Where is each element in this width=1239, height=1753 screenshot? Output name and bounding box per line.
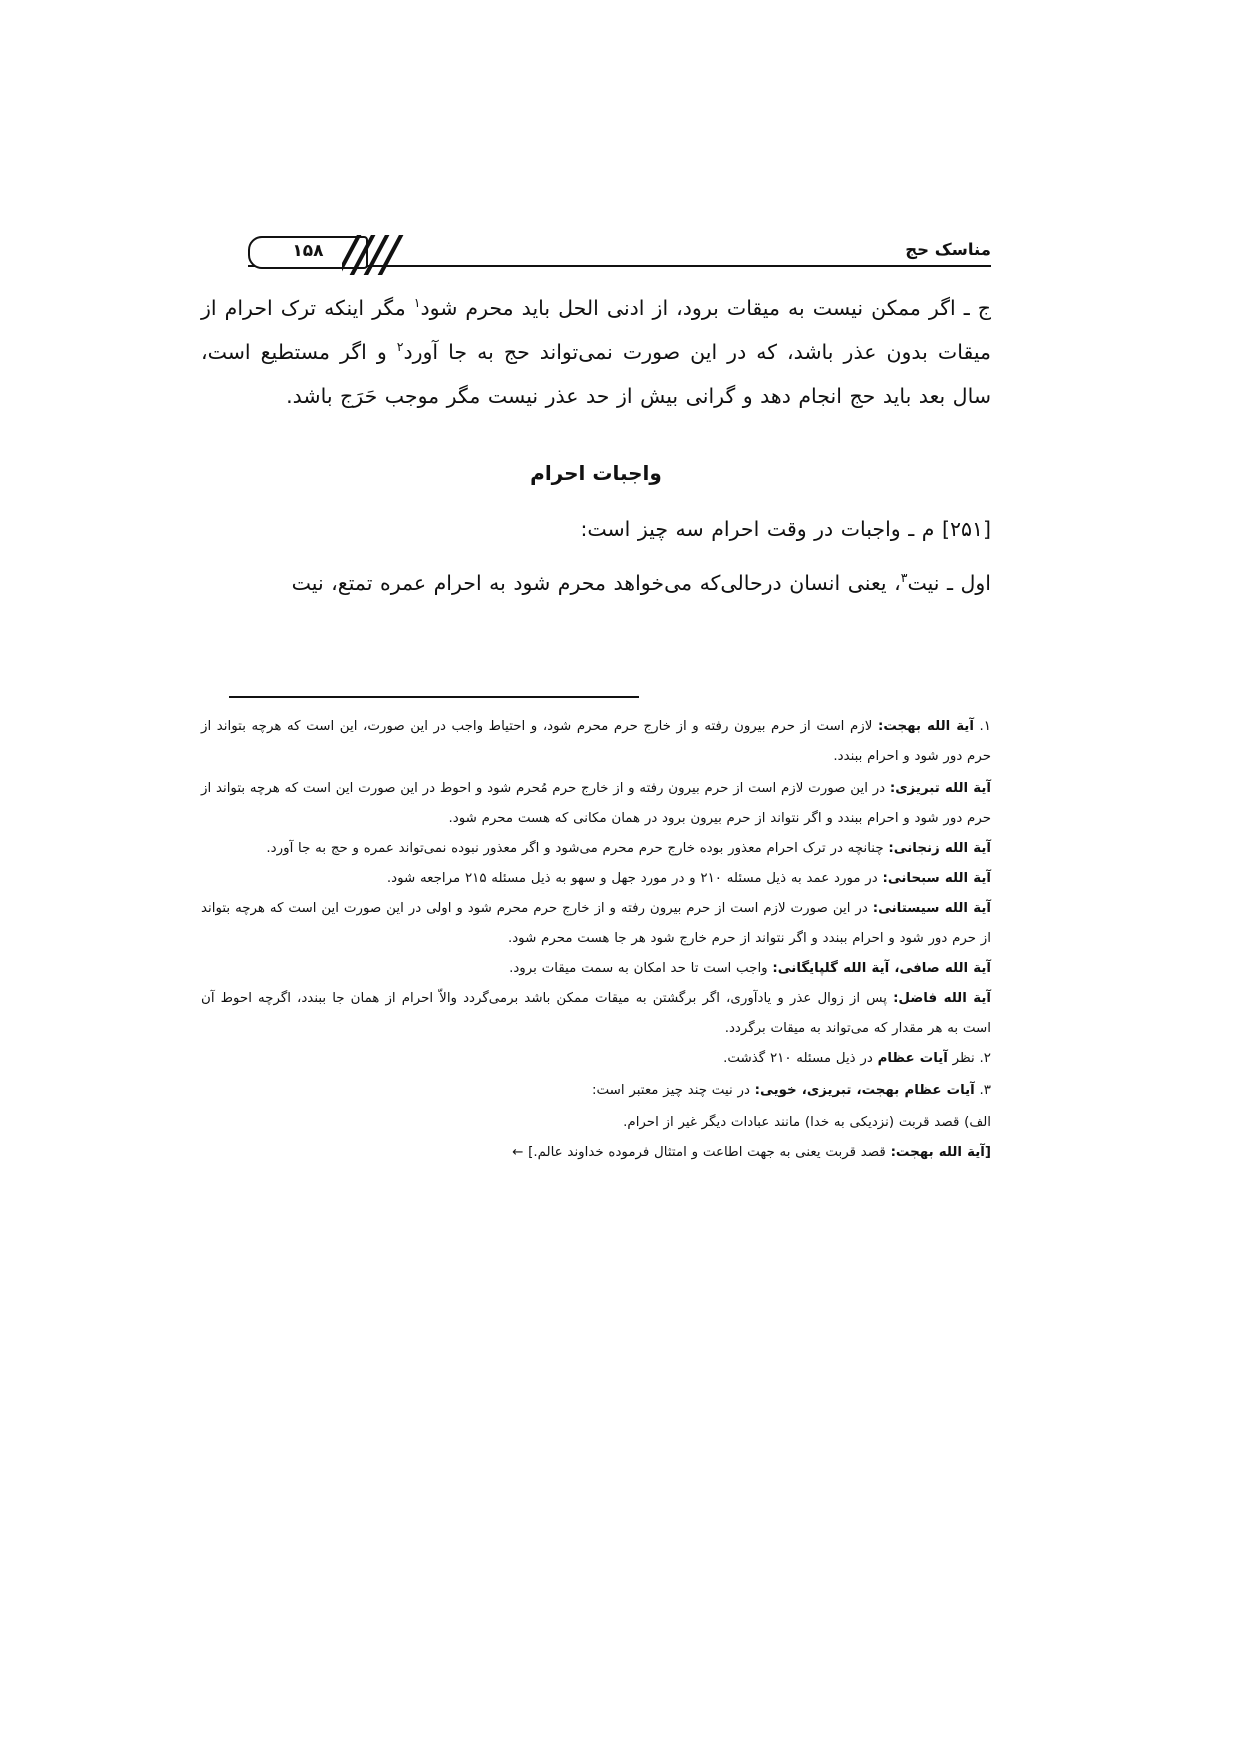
footnote-column <box>201 712 991 1168</box>
footnote-authority-zanjani: آیة الله زنجانی: <box>888 841 991 856</box>
footnote-authority-fazel: آیة الله فاضل: <box>893 991 992 1006</box>
section-heading: واجبات احرام <box>530 461 662 485</box>
footnote-text-sobhani: در مورد عمد به ذیل مسئله ۲۱۰ و در مورد جهل و سهو به ذیل مسئله ۲۱۵ مراجعه شود. <box>386 871 883 886</box>
footnote-3-entry-bahjat <box>201 1138 991 1168</box>
footnote-3-authority-group: آیات عظام بهجت، تبریزی، خویی: <box>754 1083 975 1098</box>
footnote-2-marker: ۲. <box>979 1051 991 1066</box>
main-text-column <box>201 286 991 605</box>
footnote-3-text: در نیت چند چیز معتبر است: <box>592 1083 755 1098</box>
footnote-1-entry-sobhani <box>201 864 991 894</box>
footnote-3 <box>201 1076 991 1106</box>
body-paragraph-3-part-b: ، یعنی انسان درحالی‌که می‌خواهد محرم شود به احرام عمره تمتع، نیت <box>291 571 901 595</box>
book-title: مناسک حج <box>899 240 991 259</box>
footnote-text-bahjat: لازم است از حرم بیرون رفته و از خارج حرم محرم شود، و احتیاط واجب در این صورت، این است که هرچه بتواند از حرم دور شود و احرام ببندد. <box>201 719 991 764</box>
footnote-1-entry-zanjani <box>201 834 991 864</box>
footnote-1-entry-tabrizi <box>201 774 991 834</box>
footnote-authority-sobhani: آیة الله سبحانی: <box>882 871 991 886</box>
footnote-text-fazel: پس از زوال عذر و یادآوری، اگر برگشتن به میقات ممکن باشد برمی‌گردد والاّ احرام از همان جا ببندد، اگرچه احوط آن است به هر مقدار که می‌تواند به میقات برگردد. <box>201 991 991 1036</box>
body-paragraph-3 <box>201 561 991 605</box>
footnote-text-safi-golpaygani: واجب است تا حد امکان به سمت میقات برود. <box>509 961 773 976</box>
body-paragraph-1-part-c: و اگر مستطیع است، سال بعد باید حج انجام دهد و گرانی بیش از حد عذر نیست مگر موجب حَرَج باشد. <box>201 340 991 408</box>
footnote-separator-rule <box>229 696 639 698</box>
footnote-text-tabrizi: در این صورت لازم است از حرم بیرون رفته و از خارج حرم مُحرم شود و احوط در این صورت این است که هرچه بتواند از حرم دور شود و احرام ببندد و اگر نتواند از حرم بیرون برود در همان مکانی که هست محرم شود. <box>201 781 991 826</box>
footnote-ref-3[interactable]: ۳ <box>900 570 908 586</box>
body-paragraph-2: [۲۵۱] م ـ واجبات در وقت احرام سه چیز است: <box>580 517 991 541</box>
footnote-2-authority-group: آیات عظام <box>877 1051 948 1066</box>
body-paragraph-1 <box>201 286 991 418</box>
footnote-2-text-after: در ذیل مسئله ۲۱۰ گذشت. <box>723 1051 878 1066</box>
footnote-3-item-alef <box>201 1108 991 1138</box>
footnote-3-alef-text: الف) قصد قربت (نزدیکی به خدا) مانند عبادات دیگر غیر از احرام. <box>623 1115 991 1130</box>
footnote-3-marker: ۳. <box>979 1083 991 1098</box>
footnote-ref-1[interactable]: ۱ <box>413 295 421 311</box>
page-number: ۱۵۸ <box>292 241 324 261</box>
footnote-authority-safi-golpaygani: آیة الله صافی، آیة الله گلپایگانی: <box>772 961 991 976</box>
footnote-authority-sistani: آیة الله سیستانی: <box>872 901 991 916</box>
footnote-authority-bahjat: آیة الله بهجت: <box>877 719 974 734</box>
footnote-3-bahjat-text: قصد قربت یعنی به جهت اطاعت و امتثال فرموده خداوند عالم.] ← <box>512 1145 891 1160</box>
footnote-2-text-before: نظر <box>947 1051 975 1066</box>
body-paragraph-3-part-a: اول ـ نیت <box>907 571 991 595</box>
footnote-1-entry-sistani <box>201 894 991 954</box>
body-paragraph-1-part-a: ج ـ اگر ممکن نیست به میقات برود، از ادنی الحل باید محرم شود <box>420 296 992 320</box>
body-paragraph-1-part-b: مگر اینکه ترک احرام از میقات بدون عذر باشد، که در این صورت نمی‌تواند حج به جا آورد <box>201 296 991 364</box>
folio-badge <box>248 223 488 275</box>
footnote-3-authority-bahjat: [آیة الله بهجت: <box>890 1145 991 1160</box>
page-header <box>248 232 991 278</box>
footnote-1-entry-fazel <box>201 984 991 1044</box>
footnote-text-sistani: در این صورت لازم است از حرم بیرون رفته و از خارج حرم محرم شود و اولی در این صورت این است که هرچه بتواند از حرم دور شود و احرام ببندد و اگر نتواند از حرم خارج شود هر جا هست محرم شود. <box>201 901 991 946</box>
footnote-1 <box>201 712 991 772</box>
footnote-2 <box>201 1044 991 1074</box>
footnote-authority-tabrizi: آیة الله تبریزی: <box>889 781 991 796</box>
footnote-1-marker: ۱. <box>979 719 991 734</box>
footnote-text-zanjani: چنانچه در ترک احرام معذور بوده خارج حرم محرم می‌شود و اگر معذور نبوده نمی‌تواند عمره و حج به جا آورد. <box>266 841 889 856</box>
footnote-1-entry-safi-golpaygani <box>201 954 991 984</box>
footnote-ref-2[interactable]: ۲ <box>396 339 404 355</box>
